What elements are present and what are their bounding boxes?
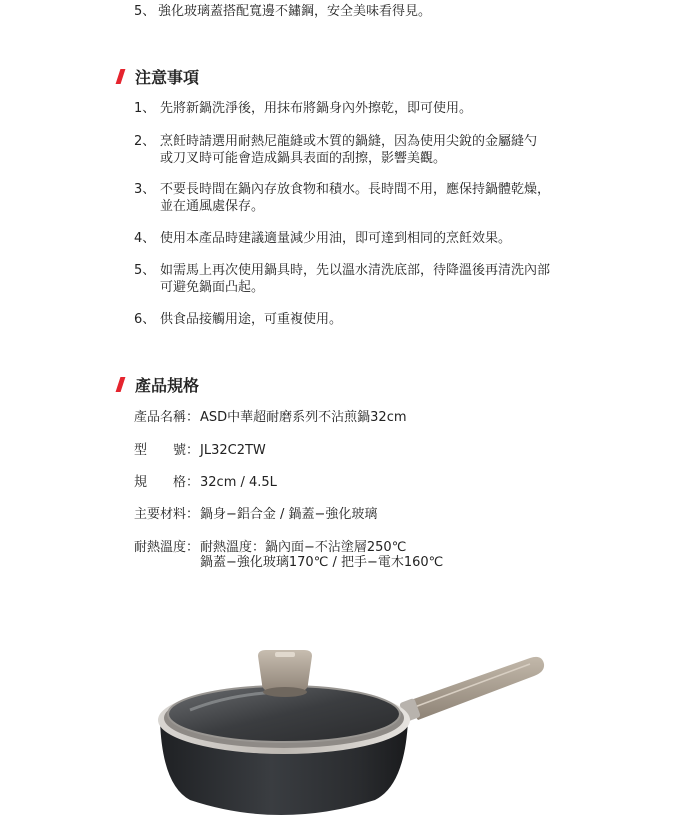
list-number: 5、 <box>134 4 156 19</box>
spec-value: 鍋身−鋁合金 / 鍋蓋−強化玻璃 <box>200 507 378 522</box>
accent-slash-icon <box>116 69 126 84</box>
list-text-continued: 並在通風處保存。 <box>160 199 265 214</box>
spec-label: 耐熱溫度： <box>134 540 200 555</box>
spec-value: 32cm / 4.5L <box>200 475 277 490</box>
spec-value: 耐熱溫度：鍋內面−不沾塗層250℃ <box>200 540 407 555</box>
list-text: 不要長時間在鍋內存放食物和積水。長時間不用，應保持鍋體乾燥， <box>160 182 551 197</box>
spec-value: ASD中華超耐磨系列不沾煎鍋32cm <box>200 410 407 425</box>
list-number: 3、 <box>134 182 156 197</box>
spec-label: 產品名稱： <box>134 410 200 425</box>
list-number: 1、 <box>134 101 156 116</box>
list-text-continued: 可避免鍋面凸起。 <box>160 280 265 295</box>
spec-value: JL32C2TW <box>200 443 266 458</box>
list-text: 供食品接觸用途，可重複使用。 <box>160 312 343 327</box>
spec-label: 型 號： <box>134 443 200 458</box>
list-text-continued: 或刀叉時可能會造成鍋具表面的刮擦，影響美觀。 <box>160 151 447 166</box>
spec-label: 主要材料： <box>134 507 200 522</box>
wok-with-glass-lid-photo <box>150 640 550 825</box>
feature-text: 強化玻璃蓋搭配寬邊不鏽鋼，安全美味看得見。 <box>158 4 432 19</box>
list-text: 如需馬上再次使用鍋具時，先以溫水清洗底部，待降溫後再清洗內部 <box>160 263 551 278</box>
list-number: 6、 <box>134 312 156 327</box>
spec-value-continued: 鍋蓋−強化玻璃170℃ / 把手−電木160℃ <box>200 555 444 570</box>
list-text: 烹飪時請選用耐熱尼龍縫或木質的鍋縫，因為使用尖銳的金屬縫勺 <box>160 134 538 149</box>
accent-slash-icon <box>116 377 126 392</box>
spec-label: 規 格： <box>134 475 200 490</box>
notes-heading-text: 注意事項 <box>135 67 200 87</box>
list-number: 5、 <box>134 263 156 278</box>
specs-heading-text: 產品規格 <box>135 375 200 395</box>
list-number: 2、 <box>134 134 156 149</box>
list-text: 使用本產品時建議適量減少用油，即可達到相同的烹飪效果。 <box>160 231 512 246</box>
list-text: 先將新鍋洗淨後，用抹布將鍋身內外擦乾，即可使用。 <box>160 101 473 116</box>
notes-heading <box>118 64 199 88</box>
list-number: 4、 <box>134 231 156 246</box>
specs-heading <box>118 372 199 396</box>
